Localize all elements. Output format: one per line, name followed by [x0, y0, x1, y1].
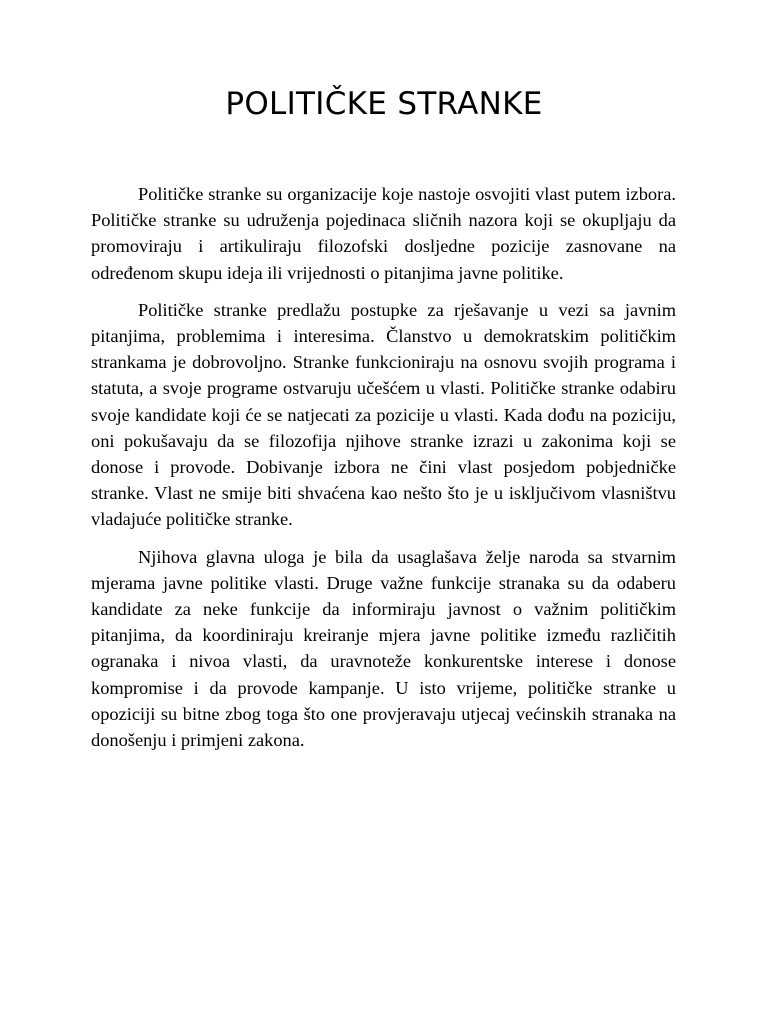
document-body — [91, 181, 676, 764]
paragraph-2: Političke stranke predlažu postupke za rješavanje u vezi sa javnim pitanjima, problemima i interesima. Članstvo u demokratskim političkim strankama je dobrovoljno. Stranke funkcioniraju na osnovu svojih programa i statuta, a svoje programe ostvaruju učešćem u vlasti. Političke stranke odabiru svoje kandidate koji će se natjecati za pozicije u vlasti. Kada dođu na poziciju, oni pokušavaju da se filozofija njihove stranke izrazi u zakonima koji se donose i provode. Dobivanje izbora ne čini vlast posjedom pobjedničke stranke. Vlast ne smije biti shvaćena kao nešto što je u isključivom vlasništvu vladajuće političke stranke. — [91, 299, 676, 530]
paragraph-3: Njihova glavna uloga je bila da usaglašava želje naroda sa stvarnim mjerama javne politike vlasti. Druge važne funkcije stranaka su da odaberu kandidate za neke funkcije da informiraju javnost o važnim političkim pitanjima, da koordiniraju kreiranje mjera javne politike između različitih ogranaka i nivoa vlasti, da uravnoteže konkurentske interese i donose kompromise i da provode kampanje. U isto vrijeme, političke stranke u opoziciji su bitne zbog toga što one provjeravaju utjecaj većinskih stranaka na donošenju i primjeni zakona. — [91, 546, 676, 751]
paragraph-1: Političke stranke su organizacije koje nastoje osvojiti vlast putem izbora. Političke stranke su udruženja pojedinaca sličnih nazora koji se okupljaju da promoviraju i artikuliraju filozofski dosljedne pozicije zasnovane na određenom skupu ideja ili vrijednosti o pitanjima javne politike. — [91, 184, 676, 283]
document-title: POLITIČKE STRANKE — [225, 86, 543, 122]
